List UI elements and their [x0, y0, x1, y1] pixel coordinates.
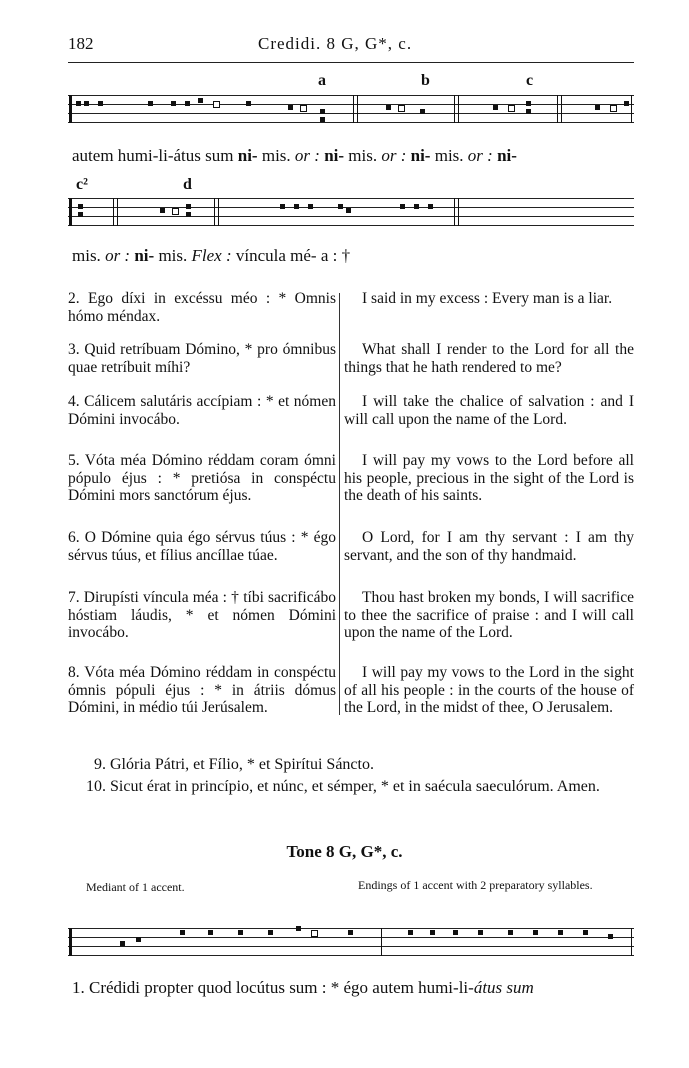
latin-verse: 3. Quid retríbuam Dómino, * pro ómnibus quae retríbuit míhi? [68, 341, 336, 376]
chant-staff-1 [68, 95, 634, 131]
english-verse: I will pay my vows to the Lord before all his people, precious in the sight of the Lord is the death of his saints. [344, 452, 634, 504]
doxology-verse-10: 10. Sicut érat in princípio, et núnc, et sémper, * et in saécula saeculórum. Amen. [86, 778, 600, 795]
page-header-title: Credidi. 8 G, G*, c. [258, 34, 413, 53]
tone-title: Tone 8 G, G*, c. [286, 842, 403, 861]
english-verse: O Lord, for I am thy servant : I am thy servant, and the son of thy handmaid. [344, 529, 634, 564]
english-verse: I said in my excess : Every man is a liar. [362, 290, 613, 307]
chant-letter-b: b [421, 72, 430, 89]
chant-letter-c2: c² [76, 176, 88, 193]
chant-letter-c: c [526, 72, 534, 89]
tone-first-verse: 1. Crédidi propter quod locútus sum : * égo autem humi-li-átus sum [72, 978, 534, 997]
latin-verse: 8. Vóta méa Dómino réddam in conspéctu ómnis pópuli éjus : * in átriis dómus Dómini, in médio túi Jerúsalem. [68, 664, 336, 716]
mediant-label: Mediant of 1 accent. [86, 880, 185, 894]
english-verse: What shall I render to the Lord for all the things that he hath rendered to me? [344, 341, 634, 376]
english-verse: I will take the chalice of salvation : and I will call upon the name of the Lord. [344, 393, 634, 428]
english-verse: I will pay my vows to the Lord in the sight of all his people : in the courts of the house of the Lord, in the midst of thee, O Jerusalem. [344, 664, 634, 716]
latin-verse: 4. Cálicem salutáris accípiam : * et nómen Dómini invocábo. [68, 393, 336, 428]
chant-letter-d: d [183, 176, 192, 193]
english-verse: Thou hast broken my bonds, I will sacrifice to thee the sacrifice of praise : and I will call upon the name of the Lord. [344, 589, 634, 641]
page-number: 182 [68, 34, 94, 53]
latin-verse: 5. Vóta méa Dómino réddam coram ómni pópulo éjus : * pretiósa in conspéctu Dómini mors sanctórum éjus. [68, 452, 336, 504]
latin-verse: 6. O Dómine quia égo sérvus túus : * égo sérvus túus, et fílius ancíllae túae. [68, 529, 336, 564]
chant-1-lyrics: autem humi-li-átus sum ni- mis. or : ni- mis. or : ni- mis. or : ni- [72, 146, 517, 165]
english-column [344, 290, 634, 741]
chant-2-lyrics: mis. or : ni- mis. Flex : víncula mé- a : † [72, 246, 351, 265]
latin-verse: 7. Dirupísti víncula méa : † tíbi sacrificábo hóstiam láudis, * et nómen Dómini invocábo. [68, 589, 336, 641]
chant-letter-a: a [318, 72, 326, 89]
latin-verse: 2. Ego díxi in excéssu méo : * Omnis hómo méndax. [68, 290, 336, 325]
chant-staff-2 [68, 198, 634, 234]
latin-column [68, 290, 336, 741]
tone-staff [68, 928, 634, 964]
column-divider [339, 293, 340, 715]
endings-label: Endings of 1 accent with 2 preparatory syllables. [358, 878, 593, 892]
header-rule [68, 62, 634, 63]
doxology-verse-9: 9. Glória Pátri, et Fílio, * et Spirítui Sáncto. [94, 756, 374, 773]
